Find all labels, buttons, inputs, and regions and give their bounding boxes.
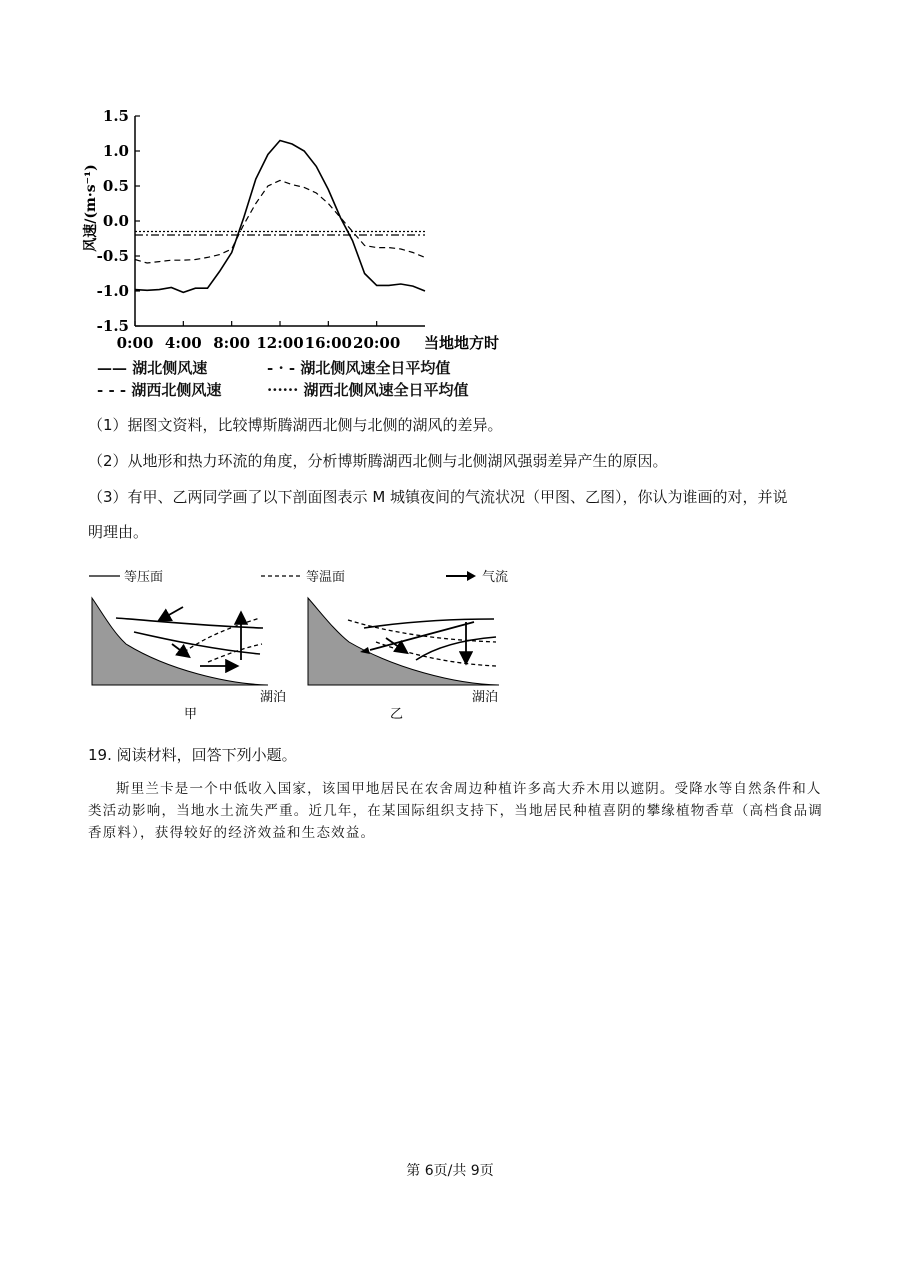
series-line-0 [135, 141, 425, 293]
diagram-label-b: 乙 [390, 707, 404, 722]
lake-label-a: 湖泊 [260, 690, 287, 705]
y-tick-label: 1.5 [102, 107, 129, 125]
x-axis-label: 当地地方时 [424, 334, 500, 350]
cross-section-diagram-a [88, 592, 300, 724]
y-tick-label: -1.5 [96, 317, 129, 335]
diagram-legend [88, 566, 528, 586]
x-tick-label: 8:00 [213, 334, 251, 350]
y-axis-label: 风速/(m·s⁻¹) [83, 164, 99, 252]
legend-isotherm-label: 等温面 [306, 570, 346, 585]
legend-isobar-label: 等压面 [124, 570, 164, 585]
legend-row-2 [97, 379, 469, 401]
y-tick-label: 1.0 [102, 142, 129, 160]
question-3-cont: 明理由。 [88, 523, 149, 541]
cross-section-diagram-b [304, 592, 516, 724]
question-3: （3）有甲、乙两同学画了以下剖面图表示 M 城镇夜间的气流状况（甲图、乙图），你认为谁画的对，并说 [88, 488, 788, 506]
y-tick-label: 0.0 [102, 212, 129, 230]
airflow-slope-down [172, 644, 188, 656]
y-tick-label: -0.5 [96, 247, 129, 265]
y-tick-label: 0.5 [102, 177, 129, 195]
legend-row-1 [97, 357, 469, 379]
isobar-lower [416, 637, 496, 660]
legend-solid: —— 湖北侧风速 [97, 359, 208, 377]
wind-speed-chart [70, 100, 510, 350]
lake-label-b: 湖泊 [472, 690, 499, 705]
diagram-label-a: 甲 [184, 707, 198, 722]
x-tick-label: 12:00 [256, 334, 304, 350]
airflow-descending-left [160, 607, 183, 620]
isotherm-lower [376, 642, 496, 666]
legend-dotted: ······ 湖西北侧风速全日平均值 [267, 381, 469, 399]
airflow-arrow-icon [445, 568, 479, 584]
question-19-title: 19. 阅读材料，回答下列小题。 [88, 746, 297, 764]
x-tick-label: 0:00 [116, 334, 154, 350]
legend-dashed: - - - 湖西北侧风速 [97, 381, 222, 399]
isobar-upper [364, 619, 494, 628]
x-tick-label: 20:00 [353, 334, 401, 350]
question-1: （1）据图文资料，比较博斯腾湖西北侧与北侧的湖风的差异。 [88, 416, 503, 434]
legend-dashdot: - · - 湖北侧风速全日平均值 [267, 359, 451, 377]
x-tick-label: 4:00 [164, 334, 202, 350]
series-line-2 [135, 180, 425, 263]
page-footer: 第 6页/共 9页 [406, 1163, 494, 1179]
isobar-line-icon [88, 569, 122, 583]
isotherm-line-icon [260, 569, 302, 583]
question-2: （2）从地形和热力环流的角度，分析博斯腾湖西北侧与北侧湖风强弱差异产生的原因。 [88, 452, 668, 470]
chart-legend [97, 357, 469, 401]
airflow-upper-left [370, 622, 474, 650]
legend-airflow-label: 气流 [482, 570, 509, 585]
y-tick-label: -1.0 [96, 282, 129, 300]
isotherm-upper [348, 620, 496, 642]
material-paragraph: 斯里兰卡是一个中低收入国家，该国甲地居民在农舍周边种植许多高大乔木用以遮阴。受降水等自然条件和人类活动影响，当地水土流失严重。近几年，在某国际组织支持下，当地居民种植喜阴的攀缘植物香草（高档食品调香原料），获得较好的经济效益和生态效益。 [88, 781, 823, 841]
x-tick-label: 16:00 [304, 334, 352, 350]
